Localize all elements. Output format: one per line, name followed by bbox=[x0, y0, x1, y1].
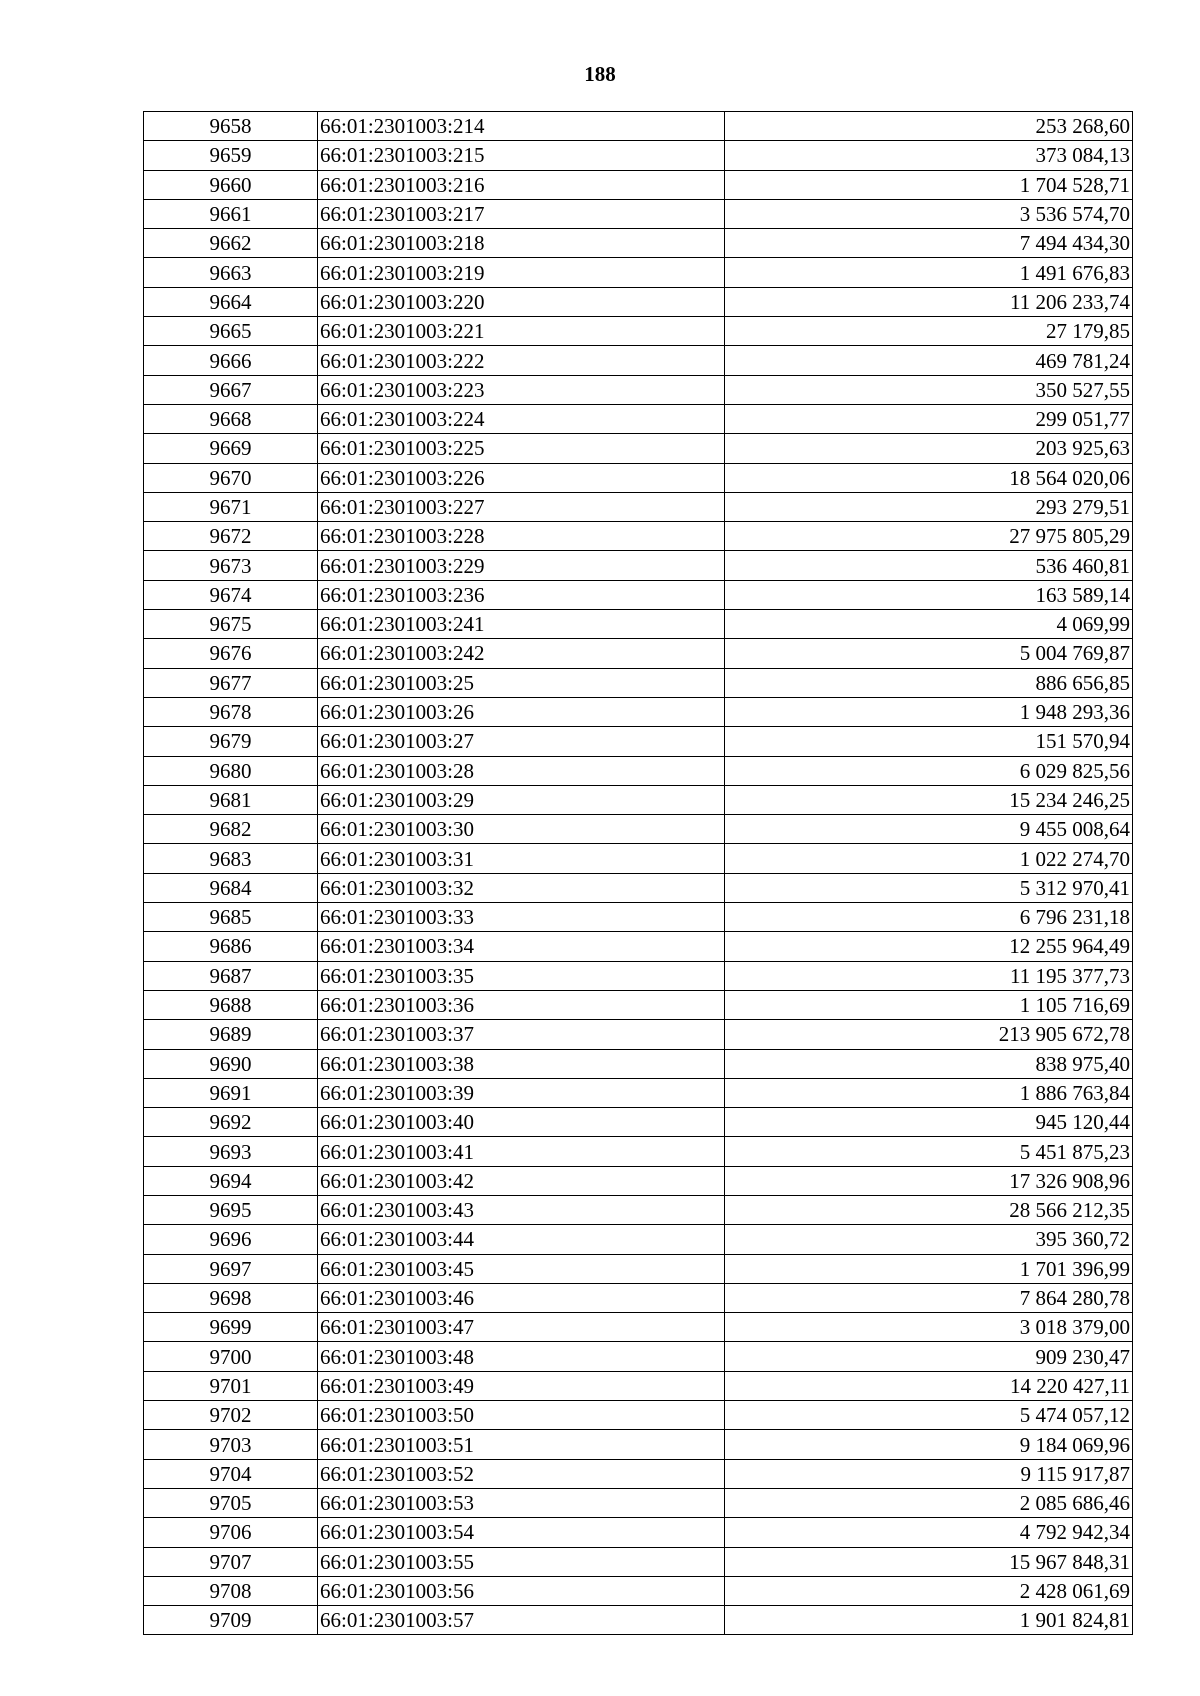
row-number: 9668 bbox=[144, 404, 318, 433]
table-row bbox=[144, 1459, 1133, 1488]
cadastral-number: 66:01:2301003:45 bbox=[318, 1254, 725, 1283]
table-row bbox=[144, 961, 1133, 990]
cadastral-number: 66:01:2301003:46 bbox=[318, 1283, 725, 1312]
cadastral-value: 17 326 908,96 bbox=[725, 1166, 1133, 1195]
cadastral-number: 66:01:2301003:30 bbox=[318, 815, 725, 844]
row-number: 9682 bbox=[144, 815, 318, 844]
table-row bbox=[144, 112, 1133, 141]
row-number: 9662 bbox=[144, 229, 318, 258]
cadastral-number: 66:01:2301003:219 bbox=[318, 258, 725, 287]
cadastral-number: 66:01:2301003:227 bbox=[318, 492, 725, 521]
cadastral-number: 66:01:2301003:241 bbox=[318, 610, 725, 639]
cadastral-number: 66:01:2301003:28 bbox=[318, 756, 725, 785]
row-number: 9705 bbox=[144, 1488, 318, 1517]
cadastral-number: 66:01:2301003:223 bbox=[318, 375, 725, 404]
table-body bbox=[144, 112, 1133, 1635]
row-number: 9669 bbox=[144, 434, 318, 463]
table-row bbox=[144, 727, 1133, 756]
cadastral-number: 66:01:2301003:26 bbox=[318, 697, 725, 726]
cadastral-value: 293 279,51 bbox=[725, 492, 1133, 521]
table-row bbox=[144, 317, 1133, 346]
table-row bbox=[144, 375, 1133, 404]
row-number: 9667 bbox=[144, 375, 318, 404]
cadastral-number: 66:01:2301003:50 bbox=[318, 1401, 725, 1430]
cadastral-number: 66:01:2301003:25 bbox=[318, 668, 725, 697]
cadastral-value: 469 781,24 bbox=[725, 346, 1133, 375]
cadastral-value: 1 886 763,84 bbox=[725, 1078, 1133, 1107]
cadastral-number: 66:01:2301003:37 bbox=[318, 1020, 725, 1049]
table-row bbox=[144, 492, 1133, 521]
row-number: 9674 bbox=[144, 580, 318, 609]
row-number: 9708 bbox=[144, 1576, 318, 1605]
cadastral-value: 945 120,44 bbox=[725, 1108, 1133, 1137]
cadastral-number: 66:01:2301003:43 bbox=[318, 1195, 725, 1224]
row-number: 9700 bbox=[144, 1342, 318, 1371]
table-row bbox=[144, 610, 1133, 639]
row-number: 9696 bbox=[144, 1225, 318, 1254]
cadastral-number: 66:01:2301003:32 bbox=[318, 873, 725, 902]
cadastral-value: 1 901 824,81 bbox=[725, 1606, 1133, 1635]
row-number: 9676 bbox=[144, 639, 318, 668]
row-number: 9695 bbox=[144, 1195, 318, 1224]
cadastral-value: 3 018 379,00 bbox=[725, 1313, 1133, 1342]
row-number: 9697 bbox=[144, 1254, 318, 1283]
cadastral-number: 66:01:2301003:41 bbox=[318, 1137, 725, 1166]
cadastral-number: 66:01:2301003:49 bbox=[318, 1371, 725, 1400]
table-row bbox=[144, 903, 1133, 932]
cadastral-number: 66:01:2301003:217 bbox=[318, 199, 725, 228]
table-row bbox=[144, 1488, 1133, 1517]
row-number: 9688 bbox=[144, 990, 318, 1019]
table-row bbox=[144, 170, 1133, 199]
cadastral-value: 536 460,81 bbox=[725, 551, 1133, 580]
cadastral-value: 163 589,14 bbox=[725, 580, 1133, 609]
row-number: 9706 bbox=[144, 1518, 318, 1547]
cadastral-value: 1 701 396,99 bbox=[725, 1254, 1133, 1283]
cadastral-number: 66:01:2301003:55 bbox=[318, 1547, 725, 1576]
table-row bbox=[144, 1195, 1133, 1224]
cadastral-number: 66:01:2301003:218 bbox=[318, 229, 725, 258]
row-number: 9675 bbox=[144, 610, 318, 639]
cadastral-number: 66:01:2301003:216 bbox=[318, 170, 725, 199]
table-row bbox=[144, 639, 1133, 668]
cadastral-value: 4 069,99 bbox=[725, 610, 1133, 639]
cadastral-value: 12 255 964,49 bbox=[725, 932, 1133, 961]
table-row bbox=[144, 1547, 1133, 1576]
cadastral-value: 2 085 686,46 bbox=[725, 1488, 1133, 1517]
row-number: 9671 bbox=[144, 492, 318, 521]
cadastral-value: 213 905 672,78 bbox=[725, 1020, 1133, 1049]
cadastral-value: 7 864 280,78 bbox=[725, 1283, 1133, 1312]
table-row bbox=[144, 1108, 1133, 1137]
cadastral-value: 1 022 274,70 bbox=[725, 844, 1133, 873]
row-number: 9681 bbox=[144, 785, 318, 814]
table-row bbox=[144, 1254, 1133, 1283]
cadastral-value: 886 656,85 bbox=[725, 668, 1133, 697]
table-row bbox=[144, 1137, 1133, 1166]
cadastral-number: 66:01:2301003:34 bbox=[318, 932, 725, 961]
row-number: 9690 bbox=[144, 1049, 318, 1078]
row-number: 9680 bbox=[144, 756, 318, 785]
cadastral-value: 373 084,13 bbox=[725, 141, 1133, 170]
row-number: 9703 bbox=[144, 1430, 318, 1459]
cadastral-value: 5 312 970,41 bbox=[725, 873, 1133, 902]
table-row bbox=[144, 199, 1133, 228]
cadastral-value: 5 474 057,12 bbox=[725, 1401, 1133, 1430]
table-row bbox=[144, 815, 1133, 844]
cadastral-value: 1 948 293,36 bbox=[725, 697, 1133, 726]
cadastral-number: 66:01:2301003:242 bbox=[318, 639, 725, 668]
cadastral-value: 9 115 917,87 bbox=[725, 1459, 1133, 1488]
row-number: 9701 bbox=[144, 1371, 318, 1400]
table-row bbox=[144, 990, 1133, 1019]
row-number: 9687 bbox=[144, 961, 318, 990]
cadastral-value: 1 704 528,71 bbox=[725, 170, 1133, 199]
row-number: 9677 bbox=[144, 668, 318, 697]
table-row bbox=[144, 1576, 1133, 1605]
cadastral-value: 15 234 246,25 bbox=[725, 785, 1133, 814]
table-row bbox=[144, 756, 1133, 785]
cadastral-value: 2 428 061,69 bbox=[725, 1576, 1133, 1605]
cadastral-value: 9 184 069,96 bbox=[725, 1430, 1133, 1459]
row-number: 9678 bbox=[144, 697, 318, 726]
table-row bbox=[144, 873, 1133, 902]
cadastral-number: 66:01:2301003:236 bbox=[318, 580, 725, 609]
cadastral-number: 66:01:2301003:222 bbox=[318, 346, 725, 375]
cadastral-number: 66:01:2301003:27 bbox=[318, 727, 725, 756]
row-number: 9699 bbox=[144, 1313, 318, 1342]
row-number: 9683 bbox=[144, 844, 318, 873]
cadastral-number: 66:01:2301003:225 bbox=[318, 434, 725, 463]
row-number: 9679 bbox=[144, 727, 318, 756]
row-number: 9709 bbox=[144, 1606, 318, 1635]
row-number: 9707 bbox=[144, 1547, 318, 1576]
cadastral-value: 14 220 427,11 bbox=[725, 1371, 1133, 1400]
table-row bbox=[144, 551, 1133, 580]
row-number: 9658 bbox=[144, 112, 318, 141]
cadastral-number: 66:01:2301003:215 bbox=[318, 141, 725, 170]
cadastral-number: 66:01:2301003:53 bbox=[318, 1488, 725, 1517]
table-row bbox=[144, 1166, 1133, 1195]
cadastral-value: 151 570,94 bbox=[725, 727, 1133, 756]
table-row bbox=[144, 580, 1133, 609]
cadastral-number: 66:01:2301003:42 bbox=[318, 1166, 725, 1195]
cadastral-value: 27 975 805,29 bbox=[725, 522, 1133, 551]
cadastral-number: 66:01:2301003:40 bbox=[318, 1108, 725, 1137]
cadastral-number: 66:01:2301003:35 bbox=[318, 961, 725, 990]
cadastral-number: 66:01:2301003:220 bbox=[318, 287, 725, 316]
table-row bbox=[144, 1049, 1133, 1078]
cadastral-number: 66:01:2301003:39 bbox=[318, 1078, 725, 1107]
cadastral-value-table bbox=[143, 111, 1133, 1635]
cadastral-number: 66:01:2301003:52 bbox=[318, 1459, 725, 1488]
row-number: 9673 bbox=[144, 551, 318, 580]
cadastral-number: 66:01:2301003:224 bbox=[318, 404, 725, 433]
row-number: 9686 bbox=[144, 932, 318, 961]
row-number: 9692 bbox=[144, 1108, 318, 1137]
cadastral-number: 66:01:2301003:48 bbox=[318, 1342, 725, 1371]
table-row bbox=[144, 229, 1133, 258]
table-row bbox=[144, 1225, 1133, 1254]
table-row bbox=[144, 434, 1133, 463]
table-row bbox=[144, 522, 1133, 551]
cadastral-number: 66:01:2301003:221 bbox=[318, 317, 725, 346]
cadastral-number: 66:01:2301003:31 bbox=[318, 844, 725, 873]
row-number: 9691 bbox=[144, 1078, 318, 1107]
cadastral-value: 1 491 676,83 bbox=[725, 258, 1133, 287]
row-number: 9661 bbox=[144, 199, 318, 228]
cadastral-number: 66:01:2301003:54 bbox=[318, 1518, 725, 1547]
row-number: 9665 bbox=[144, 317, 318, 346]
table-row bbox=[144, 785, 1133, 814]
cadastral-value: 4 792 942,34 bbox=[725, 1518, 1133, 1547]
table-row bbox=[144, 1518, 1133, 1547]
cadastral-value: 6 796 231,18 bbox=[725, 903, 1133, 932]
cadastral-number: 66:01:2301003:44 bbox=[318, 1225, 725, 1254]
cadastral-value: 253 268,60 bbox=[725, 112, 1133, 141]
table-row bbox=[144, 1283, 1133, 1312]
page-number: 188 bbox=[584, 62, 616, 86]
row-number: 9684 bbox=[144, 873, 318, 902]
cadastral-number: 66:01:2301003:47 bbox=[318, 1313, 725, 1342]
table-row bbox=[144, 258, 1133, 287]
table-row bbox=[144, 1371, 1133, 1400]
row-number: 9660 bbox=[144, 170, 318, 199]
table-row bbox=[144, 1313, 1133, 1342]
row-number: 9672 bbox=[144, 522, 318, 551]
table-row bbox=[144, 1342, 1133, 1371]
cadastral-value: 1 105 716,69 bbox=[725, 990, 1133, 1019]
cadastral-value: 18 564 020,06 bbox=[725, 463, 1133, 492]
cadastral-value: 9 455 008,64 bbox=[725, 815, 1133, 844]
cadastral-number: 66:01:2301003:214 bbox=[318, 112, 725, 141]
cadastral-value: 838 975,40 bbox=[725, 1049, 1133, 1078]
row-number: 9702 bbox=[144, 1401, 318, 1430]
cadastral-value: 203 925,63 bbox=[725, 434, 1133, 463]
row-number: 9704 bbox=[144, 1459, 318, 1488]
table-row bbox=[144, 1401, 1133, 1430]
table-row bbox=[144, 404, 1133, 433]
row-number: 9693 bbox=[144, 1137, 318, 1166]
cadastral-value: 27 179,85 bbox=[725, 317, 1133, 346]
row-number: 9659 bbox=[144, 141, 318, 170]
cadastral-number: 66:01:2301003:33 bbox=[318, 903, 725, 932]
table-row bbox=[144, 668, 1133, 697]
table-row bbox=[144, 141, 1133, 170]
table-row bbox=[144, 463, 1133, 492]
table-row bbox=[144, 1606, 1133, 1635]
table-row bbox=[144, 346, 1133, 375]
row-number: 9663 bbox=[144, 258, 318, 287]
cadastral-value: 5 004 769,87 bbox=[725, 639, 1133, 668]
cadastral-number: 66:01:2301003:29 bbox=[318, 785, 725, 814]
cadastral-value: 28 566 212,35 bbox=[725, 1195, 1133, 1224]
cadastral-value: 395 360,72 bbox=[725, 1225, 1133, 1254]
row-number: 9664 bbox=[144, 287, 318, 316]
row-number: 9670 bbox=[144, 463, 318, 492]
row-number: 9689 bbox=[144, 1020, 318, 1049]
cadastral-value: 5 451 875,23 bbox=[725, 1137, 1133, 1166]
cadastral-value: 350 527,55 bbox=[725, 375, 1133, 404]
table-row bbox=[144, 932, 1133, 961]
cadastral-value: 11 195 377,73 bbox=[725, 961, 1133, 990]
cadastral-number: 66:01:2301003:36 bbox=[318, 990, 725, 1019]
table-row bbox=[144, 1430, 1133, 1459]
cadastral-number: 66:01:2301003:56 bbox=[318, 1576, 725, 1605]
table-row bbox=[144, 697, 1133, 726]
cadastral-number: 66:01:2301003:38 bbox=[318, 1049, 725, 1078]
cadastral-number: 66:01:2301003:51 bbox=[318, 1430, 725, 1459]
cadastral-value: 299 051,77 bbox=[725, 404, 1133, 433]
cadastral-number: 66:01:2301003:226 bbox=[318, 463, 725, 492]
table-row bbox=[144, 1020, 1133, 1049]
cadastral-value: 3 536 574,70 bbox=[725, 199, 1133, 228]
cadastral-number: 66:01:2301003:57 bbox=[318, 1606, 725, 1635]
cadastral-value: 11 206 233,74 bbox=[725, 287, 1133, 316]
cadastral-value: 15 967 848,31 bbox=[725, 1547, 1133, 1576]
cadastral-value: 909 230,47 bbox=[725, 1342, 1133, 1371]
row-number: 9666 bbox=[144, 346, 318, 375]
cadastral-value: 7 494 434,30 bbox=[725, 229, 1133, 258]
table-row bbox=[144, 844, 1133, 873]
cadastral-number: 66:01:2301003:228 bbox=[318, 522, 725, 551]
row-number: 9698 bbox=[144, 1283, 318, 1312]
cadastral-value: 6 029 825,56 bbox=[725, 756, 1133, 785]
cadastral-number: 66:01:2301003:229 bbox=[318, 551, 725, 580]
row-number: 9694 bbox=[144, 1166, 318, 1195]
table-row bbox=[144, 1078, 1133, 1107]
table-row bbox=[144, 287, 1133, 316]
row-number: 9685 bbox=[144, 903, 318, 932]
